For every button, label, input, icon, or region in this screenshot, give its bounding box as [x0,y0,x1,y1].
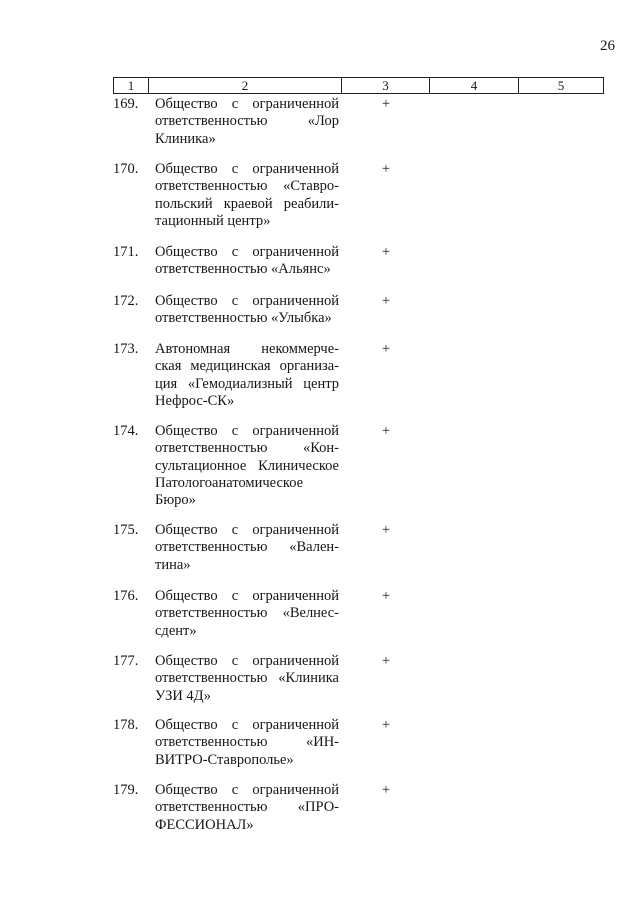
organization-name [155,522,339,574]
organization-name-line: Общество с ограниченной [155,96,339,112]
organization-name-line: УЗИ 4Д» [155,687,211,704]
entry-number: 172. [113,293,139,309]
organization-name-line: Общество с ограниченной [155,717,339,733]
organization-name-line: сдент» [155,622,197,639]
entry-number: 175. [113,522,139,538]
column-3-mark: + [381,653,391,669]
organization-name-line: тационный центр» [155,212,271,229]
organization-name-line: ответственностью «Вален- [155,539,339,556]
organization-name [155,96,339,148]
organization-name [155,244,339,279]
organization-name [155,782,339,834]
organization-name-line: ция «Гемодиализный центр [155,375,339,392]
organization-name-line: ская медицинская организа- [155,358,339,375]
entry-number: 176. [113,588,139,604]
column-3-mark: + [381,522,391,538]
organization-name-line: тина» [155,556,191,573]
entry-number: 179. [113,782,139,798]
column-3-mark: + [381,96,391,112]
organization-name [155,717,339,769]
organization-name-line: ответственностью «ПРО- [155,799,339,816]
organization-name [155,161,339,230]
organization-name-line: ответственностью «Ставро- [155,178,339,195]
organization-name-line: ответственностью «Улыбка» [155,310,332,327]
organization-name-line: Патологоанатомическое [155,474,304,491]
organization-name-line: Общество с ограниченной [155,423,339,439]
column-header-3: 3 [342,78,430,94]
organization-name-line: Общество с ограниченной [155,653,339,669]
organization-name-line: ответственностью «Лор [155,113,339,130]
organization-name-line: Общество с ограниченной [155,293,339,309]
column-3-mark: + [381,782,391,798]
organization-name-line: Бюро» [155,492,196,509]
column-3-mark: + [381,161,391,177]
organization-name [155,653,339,705]
organization-name [155,341,339,410]
column-3-mark: + [381,588,391,604]
organization-name-line: Общество с ограниченной [155,588,339,604]
column-3-mark: + [381,423,391,439]
organization-name [155,293,339,328]
column-header-4: 4 [430,78,519,94]
organization-name [155,423,339,509]
organization-name-line: ответственностью «Велнес- [155,605,339,622]
organization-name-line: Нефрос-СК» [155,392,235,409]
entry-number: 173. [113,341,139,357]
column-header-table [113,77,604,94]
entry-number: 177. [113,653,139,669]
organization-name-line: Общество с ограниченной [155,161,339,177]
organization-name-line: польский краевой реабили- [155,195,339,212]
organization-name-line: ответственностью «Кон- [155,440,339,457]
column-3-mark: + [381,293,391,309]
entry-number: 178. [113,717,139,733]
column-3-mark: + [381,244,391,260]
organization-name-line: ФЕССИОНАЛ» [155,816,254,833]
entry-number: 169. [113,96,139,112]
organization-name-line: Клиника» [155,130,216,147]
column-header-1: 1 [114,78,149,94]
column-header-2: 2 [149,78,342,94]
organization-name-line: ответственностью «ИН- [155,734,339,751]
column-header-5: 5 [519,78,604,94]
column-3-mark: + [381,341,391,357]
organization-name-line: сультационное Клиническое [155,457,339,474]
organization-name-line: Автономная некоммерче- [155,341,339,357]
organization-name-line: ВИТРО-Ставрополье» [155,751,294,768]
organization-name-line: Общество с ограниченной [155,522,339,538]
organization-name-line: ответственностью «Альянс» [155,261,331,278]
entry-number: 174. [113,423,139,439]
organization-name [155,588,339,640]
entry-number: 170. [113,161,139,177]
organization-name-line: Общество с ограниченной [155,782,339,798]
entry-number: 171. [113,244,139,260]
organization-name-line: ответственностью «Клиника [155,670,339,687]
organization-name-line: Общество с ограниченной [155,244,339,260]
page-number: 26 [600,38,615,54]
column-3-mark: + [381,717,391,733]
